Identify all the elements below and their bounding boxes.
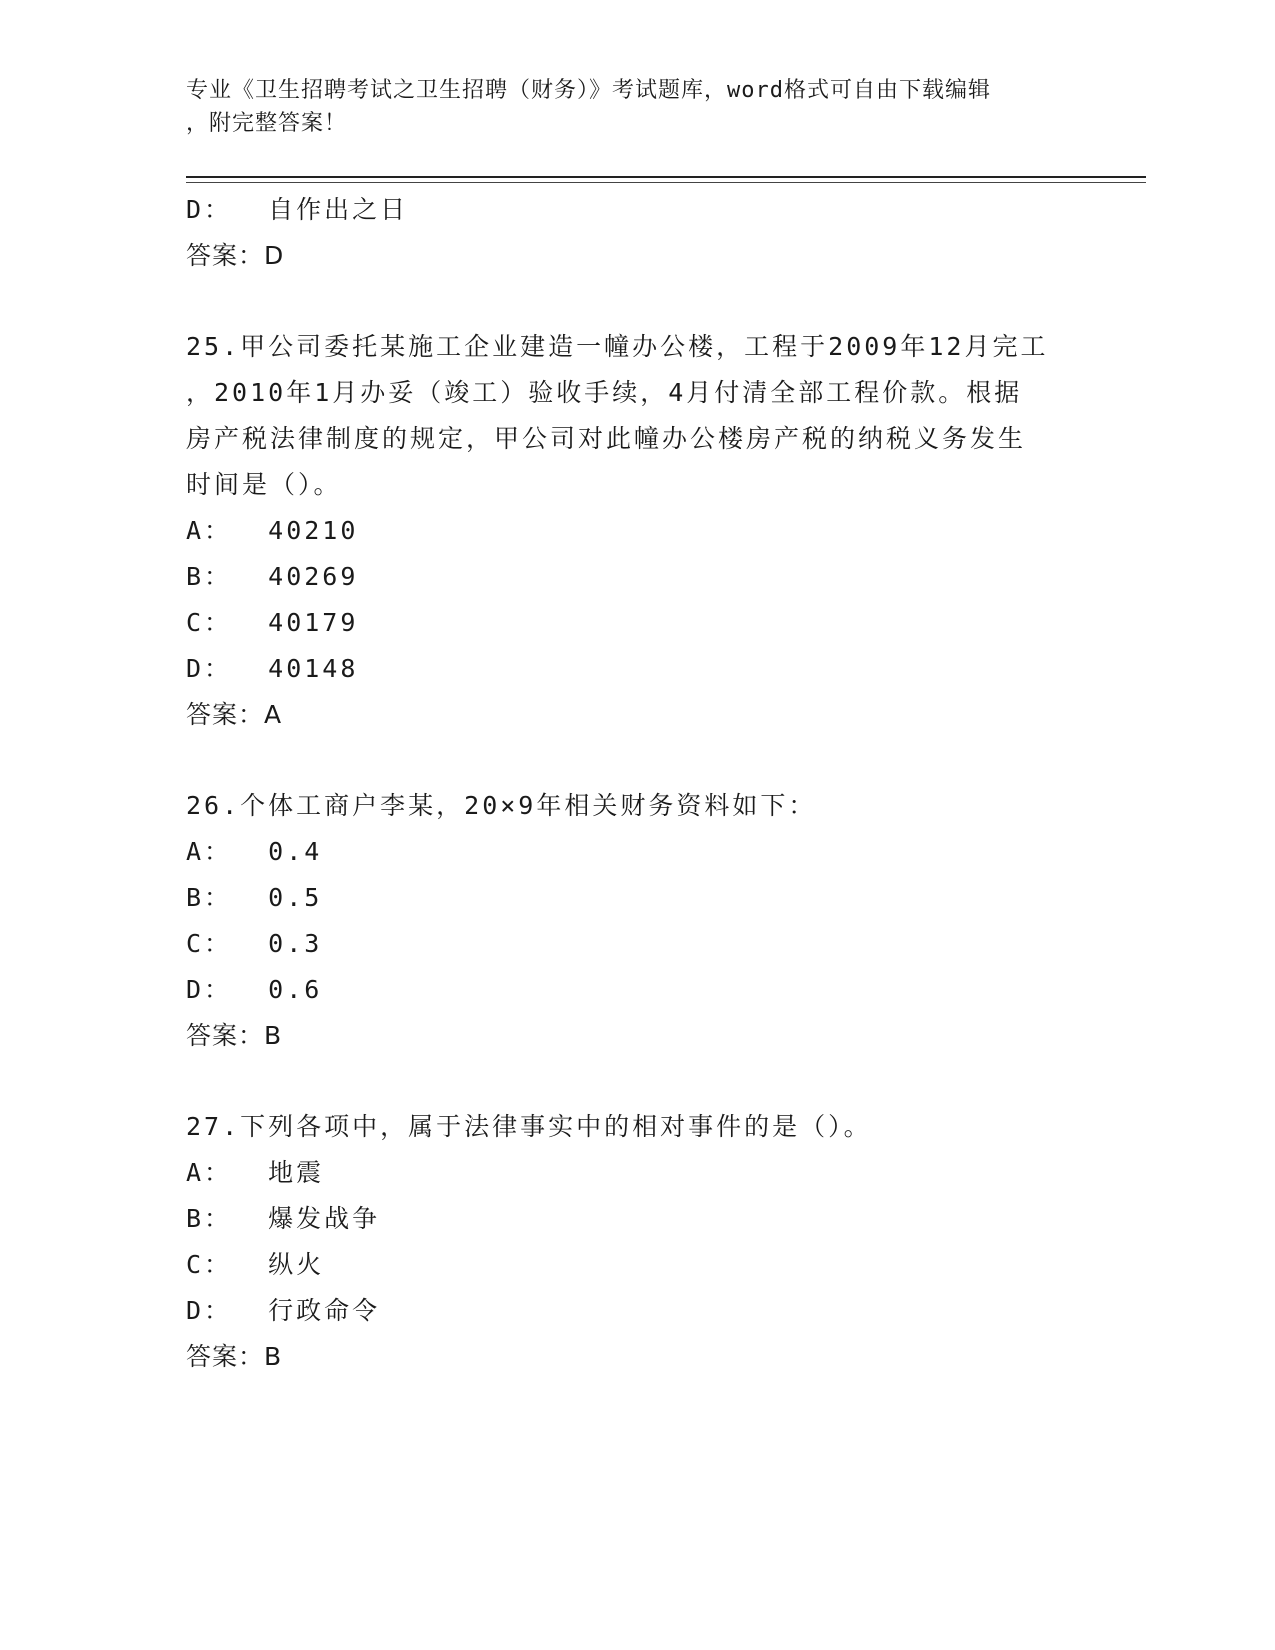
option-d: D： 40148 [186,654,359,683]
question-text-line: 26.个体工商户李某，20×9年相关财务资料如下： [186,791,817,820]
option-d: D： 自作出之日 [186,195,409,224]
question-text-line: 时间是（）。 [186,470,342,499]
header-divider-thin [186,182,1146,183]
question-text-line: 27.下列各项中，属于法律事实中的相对事件的是（）。 [186,1112,872,1141]
question-27 [186,1104,1066,1380]
answer-line: 答案：B [186,1021,283,1050]
option-b: B： 0.5 [186,883,323,912]
previous-question-tail [186,187,1066,279]
question-26 [186,783,1066,1059]
option-d: D： 0.6 [186,975,323,1004]
option-b: B： 爆发战争 [186,1204,381,1233]
question-25 [186,324,1066,738]
question-text-line: ，2010年1月办妥（竣工）验收手续，4月付清全部工程价款。根据 [186,378,1023,407]
question-text-line: 房产税法律制度的规定，甲公司对此幢办公楼房产税的纳税义务发生 [186,424,1027,453]
option-a: A： 0.4 [186,837,323,866]
option-c: C： 纵火 [186,1250,325,1279]
document-header [186,74,1066,140]
answer-line: 答案：D [186,241,285,270]
header-line-2: ，附完整答案！ [186,111,348,136]
question-text-line: 25.甲公司委托某施工企业建造一幢办公楼，工程于2009年12月完工 [186,332,1049,361]
option-b: B： 40269 [186,562,359,591]
answer-line: 答案：A [186,700,283,729]
spacer [186,1059,1066,1104]
option-d: D： 行政命令 [186,1296,381,1325]
option-c: C： 0.3 [186,929,323,958]
option-a: A： 40210 [186,516,359,545]
question-content [186,187,1066,1380]
answer-line: 答案：B [186,1342,283,1371]
option-c: C： 40179 [186,608,359,637]
spacer [186,279,1066,324]
header-line-1: 专业《卫生招聘考试之卫生招聘（财务）》考试题库，word格式可自由下载编辑 [186,78,991,103]
header-divider-thick [186,176,1146,178]
spacer [186,738,1066,783]
option-a: A： 地震 [186,1158,325,1187]
